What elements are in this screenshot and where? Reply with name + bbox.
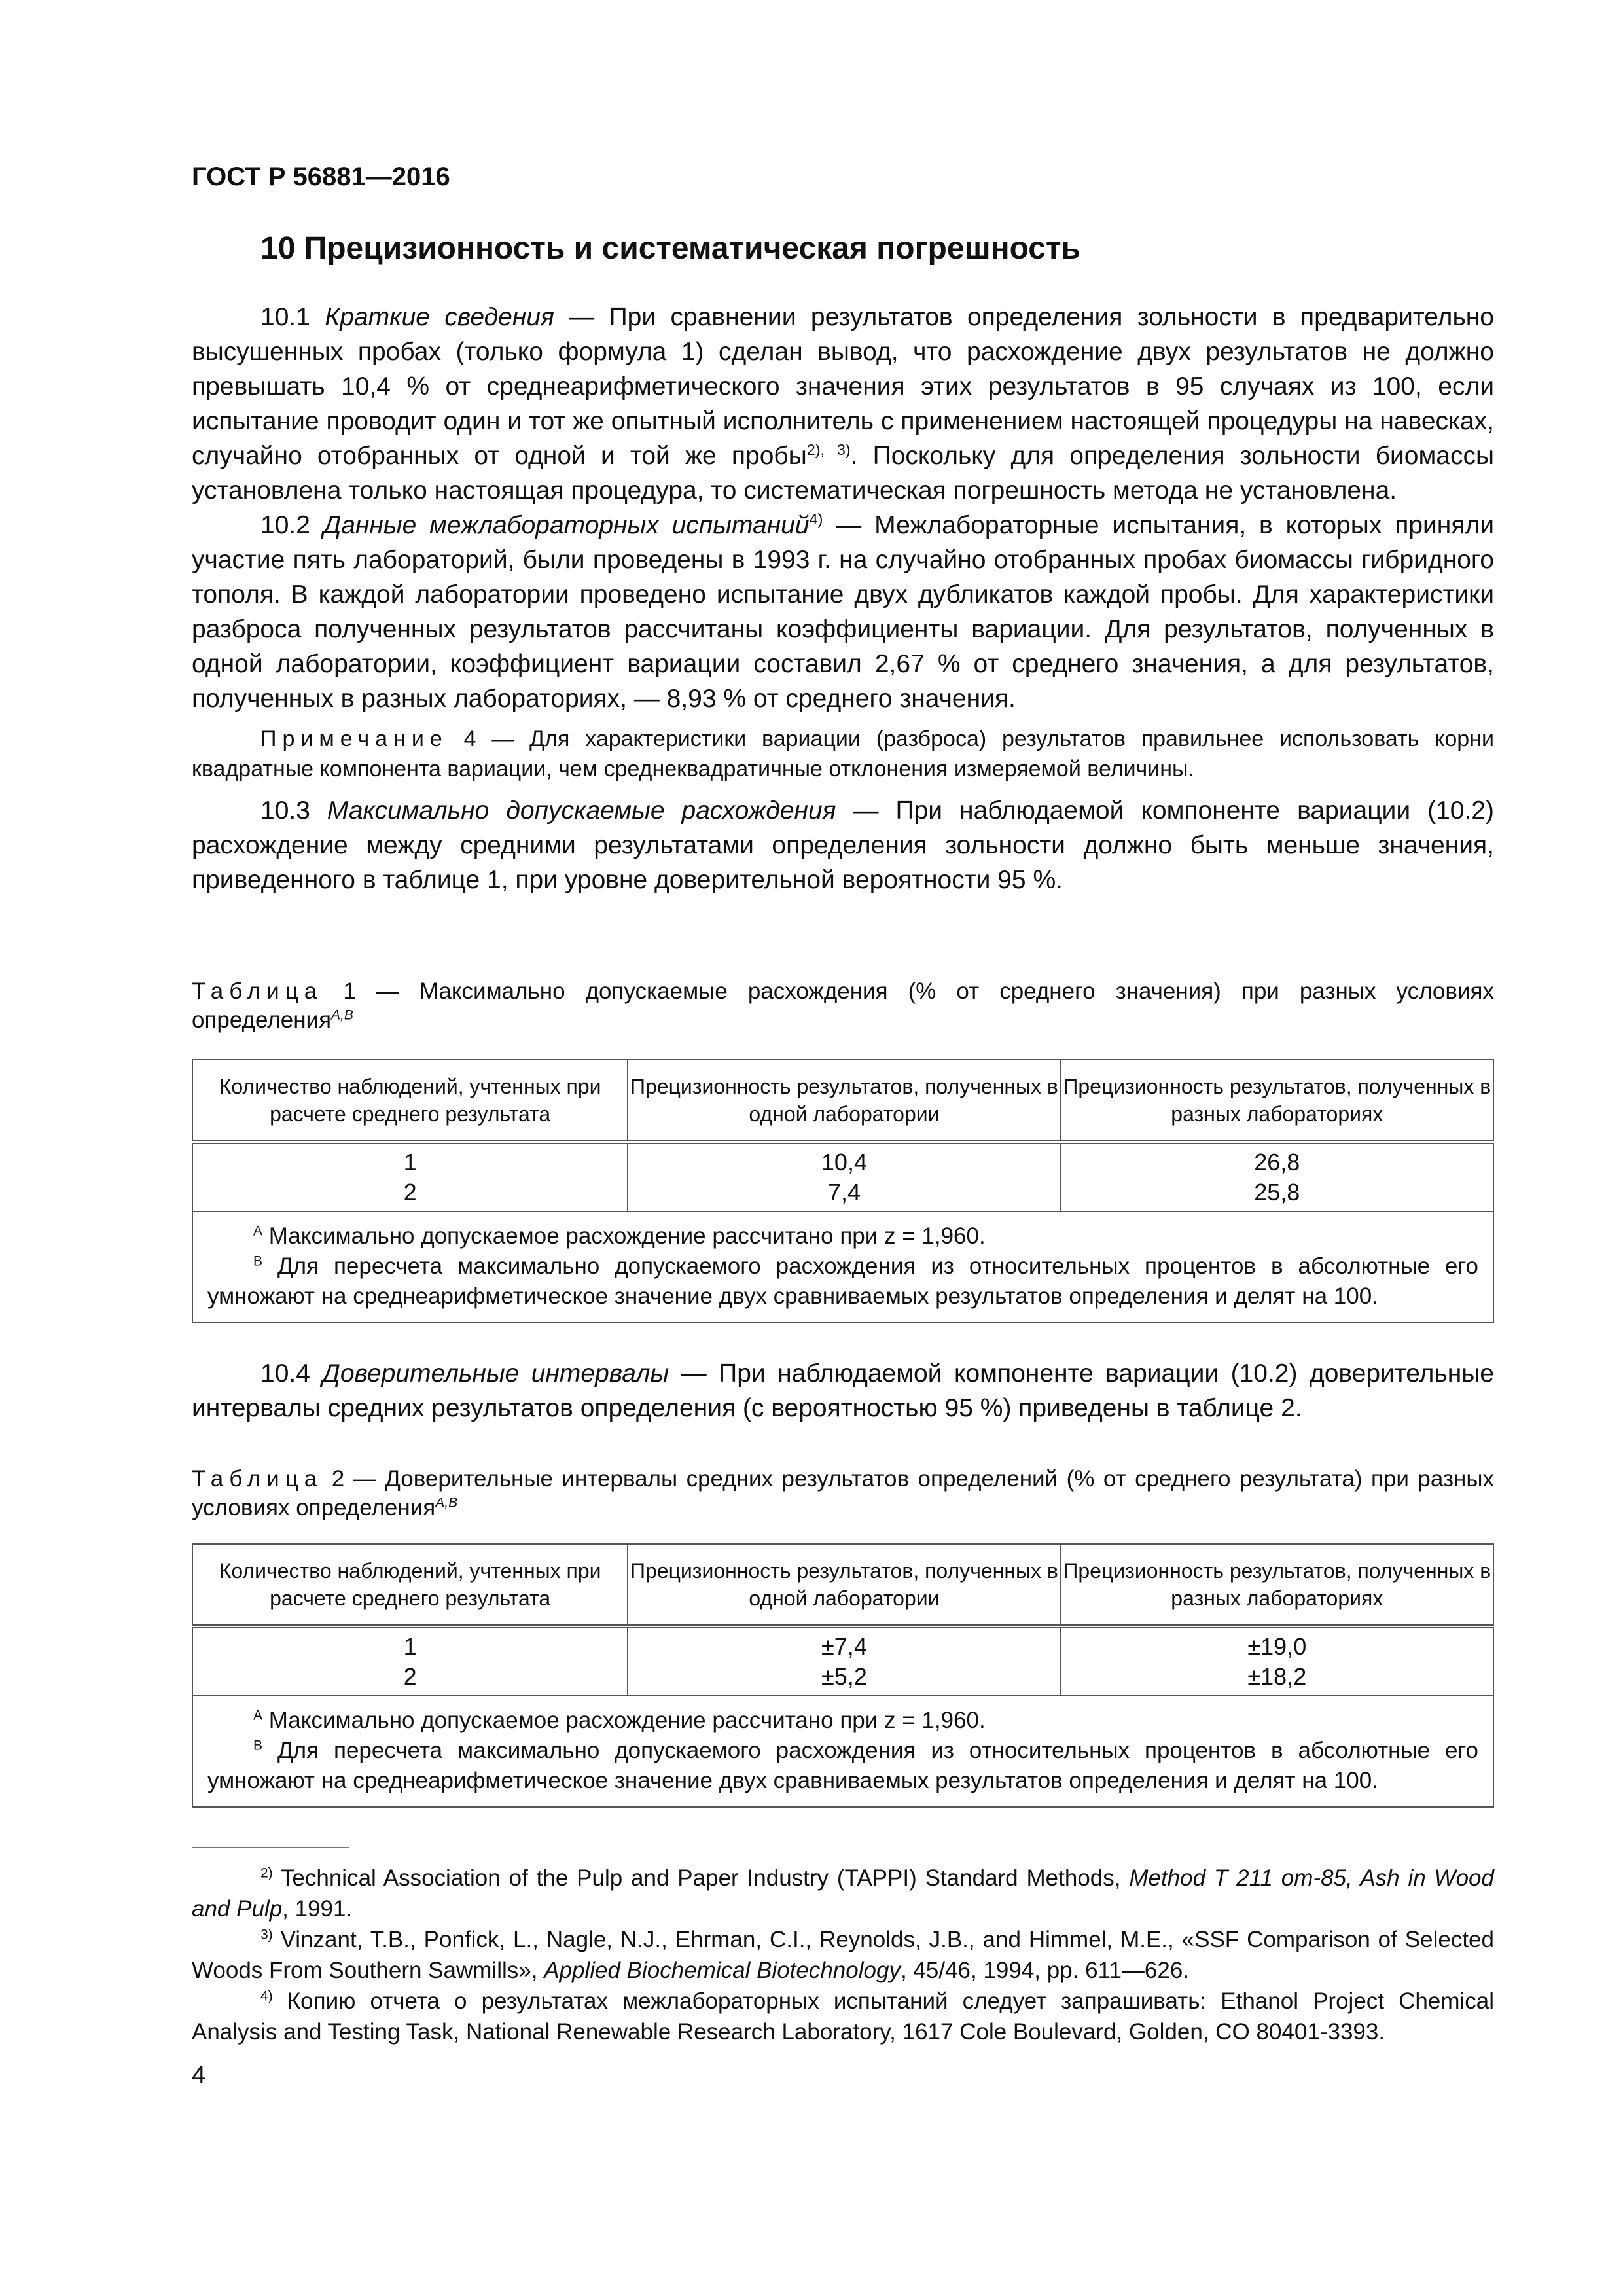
table-1 <box>192 1059 1494 1323</box>
table-footnote-cell <box>192 1211 1493 1323</box>
page-number: 4 <box>192 2062 206 2089</box>
cell-value: 25,8 <box>1254 1179 1300 1206</box>
cell-value: ±18,2 <box>1247 1663 1307 1690</box>
table-cell <box>1061 1142 1493 1211</box>
table-row <box>192 1626 1493 1696</box>
footnote-ref: 2), 3) <box>806 441 851 458</box>
cell-value: 1 <box>403 1149 417 1175</box>
table-cell <box>192 1142 628 1211</box>
footnotes <box>192 1863 1494 2047</box>
paragraph-10-4 <box>192 1356 1494 1426</box>
paragraph-number: 10.2 <box>260 511 323 539</box>
footnote-mark: B <box>253 1738 263 1753</box>
section-body-1 <box>192 300 1494 897</box>
footnote-2 <box>192 1863 1494 1924</box>
table-row <box>192 1142 1493 1211</box>
cell-value: ±7,4 <box>821 1633 867 1660</box>
cell-value: 10,4 <box>821 1149 867 1175</box>
section-title: 10 Прецизионность и систематическая погрешность <box>260 231 1080 266</box>
footnote-text: Максимально допускаемое расхождение рассчитано при z = 1,960. <box>262 1708 986 1733</box>
header-cell: Количество наблюдений, учтенных при расчете среднего результата <box>192 1060 628 1142</box>
table-cell <box>192 1626 628 1696</box>
footnote-text: Копию отчета о результатах межлабораторных испытаний следует запрашивать: Ethanol Project Chemical Analysis and Testing Task, National Renewable Research Laboratory, 1617 Cole Boulevard, Golden, CO 80401-3393. <box>192 1988 1494 2045</box>
caption-sup: A,B <box>435 1495 458 1511</box>
paragraph-text: — При наблюдаемой компоненте вариации (10.2) расхождение между средними результатами определения зольности должно быть меньше значения, приведенного в таблице 1, при уровне доверительной вероятности 95 %. <box>192 797 1494 894</box>
header-cell: Прецизионность результатов, полученных в одной лаборатории <box>628 1544 1060 1626</box>
paragraph-text: . Поскольку для определения зольности биомассы установлена только настоящая процедура, то систематическая погрешность метода не установлена. <box>192 442 1495 505</box>
paragraph-title: Краткие сведения <box>325 303 554 331</box>
cell-value: ±19,0 <box>1247 1633 1307 1660</box>
cell-value: ±5,2 <box>821 1663 867 1690</box>
document-header: ГОСТ Р 56881—2016 <box>192 162 450 191</box>
paragraph-10-2 <box>192 508 1494 716</box>
paragraph-number: 10.1 <box>260 303 325 331</box>
cell-value: 1 <box>403 1633 417 1660</box>
table-footnote-b <box>207 1736 1478 1796</box>
caption-sup: A,B <box>331 1007 353 1023</box>
cell-value: 2 <box>403 1179 417 1206</box>
paragraph-10-1 <box>192 300 1494 508</box>
paragraph-text: — Межлабораторные испытания, в которых приняли участие пять лабораторий, были проведены в 1993 г. на случайно отобранных пробах биомассы гибридного тополя. В каждой лаборатории проведено испытание двух дубликатов каждой пробы. Для характеристики разброса полученных результатов рассчитаны коэффициенты вариации. Для результатов, полученных в одной лаборатории, коэффициент вариации составил 2,67 % от среднего значения, а для результатов, полученных в разных лабораториях, — 8,93 % от среднего значения. <box>192 511 1494 713</box>
footnote-mark: A <box>253 1708 263 1723</box>
table-cell <box>1061 1626 1493 1696</box>
caption-label: Таблица <box>192 978 323 1004</box>
header-cell: Прецизионность результатов, полученных в разных лабораториях <box>1061 1544 1493 1626</box>
paragraph-title: Данные межлабораторных испытаний <box>323 511 810 539</box>
footnote-text: Максимально допускаемое расхождение рассчитано при z = 1,960. <box>262 1223 986 1249</box>
paragraph-text: — При наблюдаемой компоненте вариации (10.2) доверительные интервалы средних результатов определения (с вероятностью 95 %) приведены в таблице 2. <box>192 1359 1494 1422</box>
cell-value: 2 <box>403 1663 417 1690</box>
footnote-text: , 45/46, 1994, pp. 611—626. <box>900 1958 1190 1983</box>
table-cell <box>628 1142 1060 1211</box>
caption-label: Таблица <box>192 1466 323 1492</box>
section-body-2 <box>192 1356 1494 1426</box>
table-footnote-cell <box>192 1696 1493 1807</box>
footnote-ref: 4) <box>809 511 823 528</box>
table-2-caption <box>192 1465 1494 1522</box>
footnote-mark: A <box>253 1223 263 1239</box>
footnote-mark: B <box>253 1253 263 1269</box>
note-label: Примечание <box>260 726 448 751</box>
note-text: 4 — Для характеристики вариации (разброса) результатов правильнее использовать корни квадратные компонента вариации, чем среднеквадратичные отклонения измеряемой величины. <box>192 726 1494 781</box>
table-footnote-a <box>207 1706 1478 1736</box>
footnote-3 <box>192 1924 1494 1986</box>
header-cell: Прецизионность результатов, полученных в одной лаборатории <box>628 1060 1060 1142</box>
table-cell <box>628 1626 1060 1696</box>
footnote-mark: 2) <box>260 1865 273 1881</box>
paragraph-text: — При сравнении результатов определения зольности в предварительно высушенных пробах (только формула 1) сделан вывод, что расхождение двух результатов не должно превышать 10,4 % от среднеарифметического значения этих результатов в 95 случаях из 100, если испытание проводит один и тот же опытный исполнитель с применением настоящей процедуры на навесках, случайно отобранных от одной и той же пробы <box>192 303 1494 470</box>
header-cell: Количество наблюдений, учтенных при расчете среднего результата <box>192 1544 628 1626</box>
footnote-italic: Applied Biochemical Biotechnology <box>544 1958 901 1983</box>
footnote-text: , 1991. <box>282 1896 353 1922</box>
table-footnotes <box>192 1211 1493 1323</box>
table-footnotes <box>192 1696 1493 1807</box>
footnote-separator <box>192 1847 349 1848</box>
note-4 <box>192 724 1494 784</box>
paragraph-number: 10.3 <box>260 797 327 825</box>
table-header-row <box>192 1060 1493 1142</box>
cell-value: 26,8 <box>1254 1149 1300 1175</box>
footnote-text: Technical Association of the Pulp and Paper Industry (TAPPI) Standard Methods, <box>272 1865 1130 1891</box>
table-1-caption <box>192 977 1494 1035</box>
footnote-mark: 3) <box>260 1927 273 1943</box>
table-2 <box>192 1543 1494 1808</box>
table-footnote-b <box>207 1251 1478 1312</box>
paragraph-title: Максимально допускаемые расхождения <box>327 797 836 825</box>
caption-text: 1 — Максимально допускаемые расхождения (% от среднего значения) при разных условиях определения <box>192 978 1494 1033</box>
footnote-mark: 4) <box>260 1988 273 2004</box>
caption-text: 2 — Доверительные интервалы средних результатов определений (% от среднего результата) при разных условиях определения <box>192 1466 1494 1520</box>
paragraph-number: 10.4 <box>260 1359 323 1388</box>
table-header-row <box>192 1544 1493 1626</box>
table-footnote-a <box>207 1221 1478 1251</box>
footnote-4 <box>192 1986 1494 2047</box>
paragraph-title: Доверительные интервалы <box>322 1359 669 1388</box>
footnote-text: Vinzant, T.B., Ponfick, L., Nagle, N.J., Ehrman, C.I., Reynolds, J.B., and Himmel, M.E., «SSF Comparison of Selected Woods From Southern Sawmills», <box>192 1927 1494 1983</box>
footnote-text: Для пересчета максимально допускаемого расхождения из относительных процентов в абсолютные его умножают на среднеарифметическое значение двух сравниваемых результатов определения и делят на 100. <box>207 1253 1478 1309</box>
paragraph-10-3 <box>192 793 1494 897</box>
cell-value: 7,4 <box>827 1179 861 1206</box>
footnote-italic: Method T 211 om-85, Ash in Wood and Pulp <box>192 1865 1494 1922</box>
header-cell: Прецизионность результатов, полученных в разных лабораториях <box>1061 1060 1493 1142</box>
footnote-text: Для пересчета максимально допускаемого расхождения из относительных процентов в абсолютные его умножают на среднеарифметическое значение двух сравниваемых результатов определения и делят на 100. <box>207 1738 1478 1793</box>
